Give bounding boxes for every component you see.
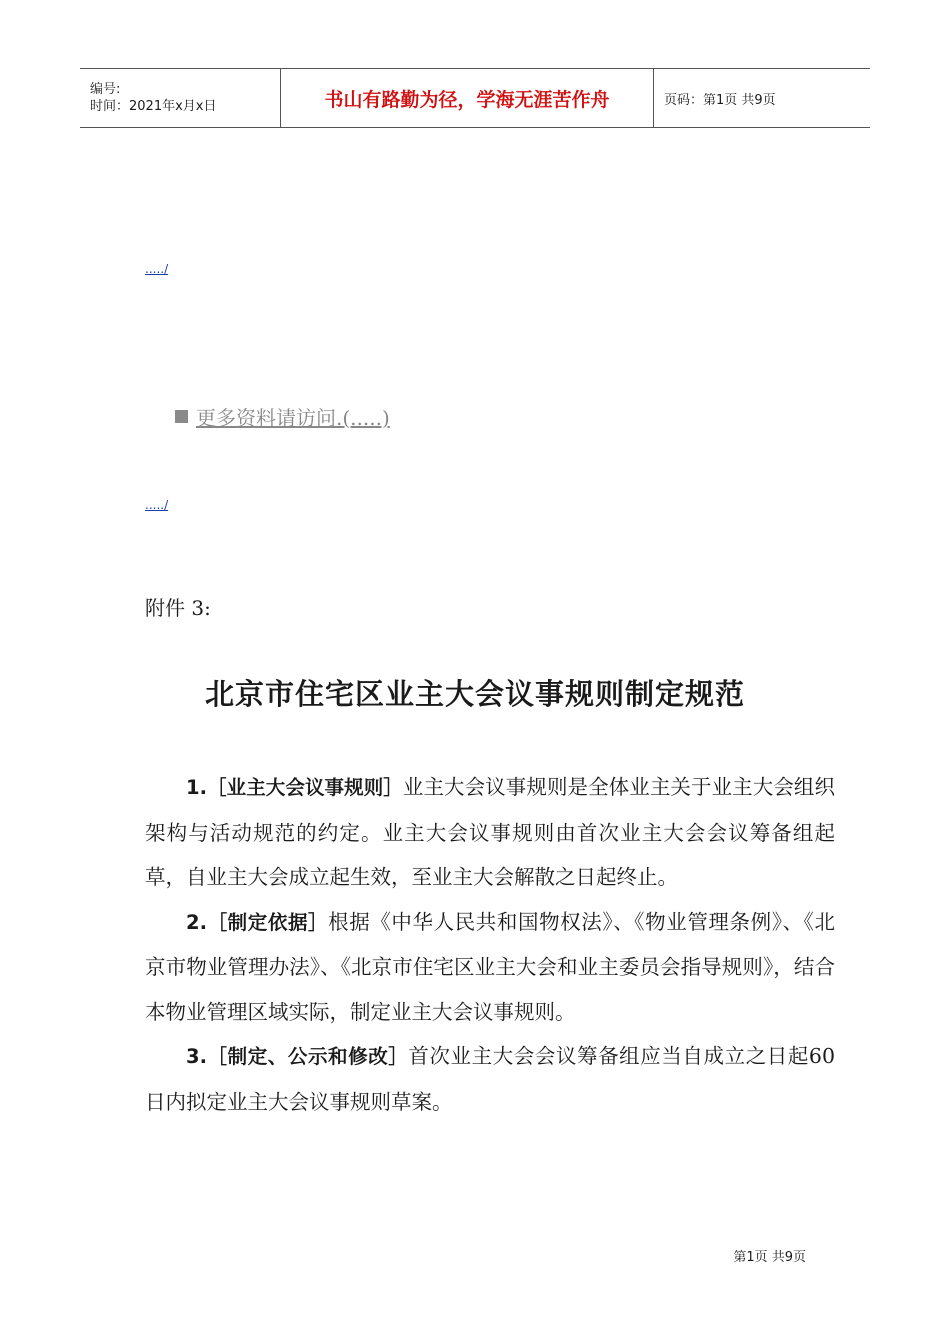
article-heading: 3.［制定、公示和修改］	[186, 1045, 409, 1068]
page-header	[80, 68, 870, 128]
article-2	[145, 900, 835, 1035]
article-heading: 2.［制定依据］	[186, 910, 329, 934]
article-3	[145, 1034, 835, 1124]
article-text: 业主大会议事规则是全体业主关于业主大会组织架构与活动规范的约定。业主大会议事规则由首次业主大会会议筹备组起草，自业主大会成立起生效，至业主大会解散之日起终止。	[145, 775, 835, 889]
annex-label: 附件 3:	[145, 596, 211, 620]
article-1	[145, 765, 835, 900]
header-page-number: 页码：第1页 共9页	[664, 92, 776, 108]
top-link[interactable]: ...../	[145, 262, 169, 276]
header-motto: 书山有路勤为径，学海无涯苦作舟	[281, 69, 654, 127]
document-title: 北京市住宅区业主大会议事规则制定规范	[204, 677, 745, 711]
document-body	[145, 765, 835, 1124]
header-meta	[80, 69, 281, 127]
bullet-square-icon	[175, 410, 188, 423]
article-heading: 1.［业主大会议事规则］	[186, 776, 403, 799]
bottom-link[interactable]: ...../	[145, 498, 169, 512]
number-label: 编号:	[90, 82, 121, 97]
time-label: 时间：2021年x月x日	[90, 99, 217, 114]
more-resources-text[interactable]: 更多资料请访问.(.....)	[196, 406, 390, 430]
page-footer: 第1页 共9页	[733, 1250, 806, 1265]
article-text: 根据《中华人民共和国物权法》、《物业管理条例》、《北京市物业管理办法》、《北京市住宅区业主大会和业主委员会指导规则》，结合本物业管理区域实际，制定业主大会议事规则。	[145, 909, 835, 1024]
more-resources-link[interactable]	[175, 402, 390, 431]
article-text: 首次业主大会会议筹备组应当自成立之日起60日内拟定业主大会议事规则草案。	[145, 1044, 835, 1114]
